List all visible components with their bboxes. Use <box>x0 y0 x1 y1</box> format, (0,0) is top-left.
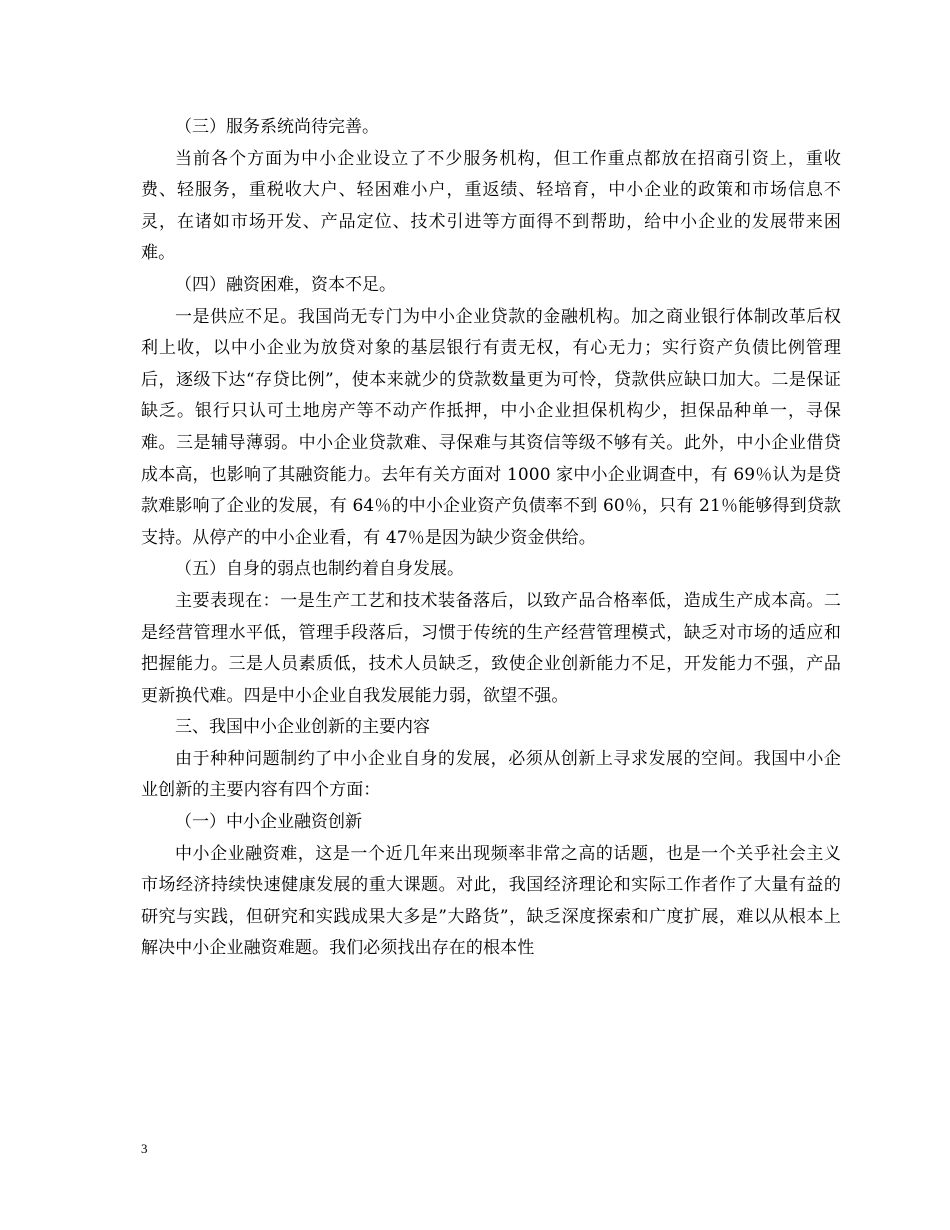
paragraph-weakness: 主要表现在：一是生产工艺和技术装备落后，以致产品合格率低，造成生产成本高。二是经营管理水平低，管理手段落后，习惯于传统的生产经营管理模式，缺乏对市场的适应和把握能力。三是人员素质低，技术人员缺乏，致使企业创新能力不足，开发能力不强，产品更新换代难。四是中小企业自我发展能力弱，欲望不强。 <box>141 590 841 706</box>
section-heading-financing-innovation: （一）中小企业融资创新 <box>175 812 362 833</box>
paragraph-financing-innovation: 中小企业融资难，这是一个近几年来出现频率非常之高的话题，也是一个关乎社会主义市场经济持续快速健康发展的重大课题。对此，我国经济理论和实际工作者作了大量有益的研究与实践，但研究和实践成果大多是”大路货”，缺乏深度探索和广度扩展，难以从根本上解决中小企业融资难题。我们必须找出存在的根本性 <box>141 843 841 959</box>
paragraph-innovation-intro: 由于种种问题制约了中小企业自身的发展，必须从创新上寻求发展的空间。我国中小企业创新的主要内容有四个方面： <box>141 748 841 801</box>
section-heading-weakness: （五）自身的弱点也制约着自身发展。 <box>175 559 464 580</box>
page-number: 3 <box>141 1141 148 1156</box>
page-body <box>141 112 841 965</box>
section-heading-services: （三）服务系统尚待完善。 <box>175 117 379 137</box>
paragraph-services: 当前各个方面为中小企业设立了不少服务机构，但工作重点都放在招商引资上，重收费、轻服务，重税收大户、轻困难小户，重返绩、轻培育，中小企业的政策和市场信息不灵，在诸如市场开发、产品定位、技术引进等方面得不到帮助，给中小企业的发展带来困难。 <box>141 148 841 264</box>
section-heading-financing: （四）融资困难，资本不足。 <box>175 274 396 295</box>
chapter-heading-innovation: 三、我国中小企业创新的主要内容 <box>175 717 430 738</box>
paragraph-financing: 一是供应不足。我国尚无专门为中小企业贷款的金融机构。加之商业银行体制改革后权利上收，以中小企业为放贷对象的基层银行有责无权，有心无力；实行资产负债比例管理后，逐级下达“存贷比例”，使本来就少的贷款数量更为可怜，贷款供应缺口加大。二是保证缺乏。银行只认可土地房产等不动产作抵押，中小企业担保机构少，担保品种单一，寻保难。三是辅导薄弱。中小企业贷款难、寻保难与其资信等级不够有关。此外，中小企业借贷成本高，也影响了其融资能力。去年有关方面对 1000 家中小企业调查中，有 69％认为是贷款难影响了企业的发展，有 64％的中小企业资产负债率不到 60％，只有 21％能够得到贷款支持。从停产的中小企业看，有 47％是因为缺少资金供给。 <box>141 306 841 548</box>
